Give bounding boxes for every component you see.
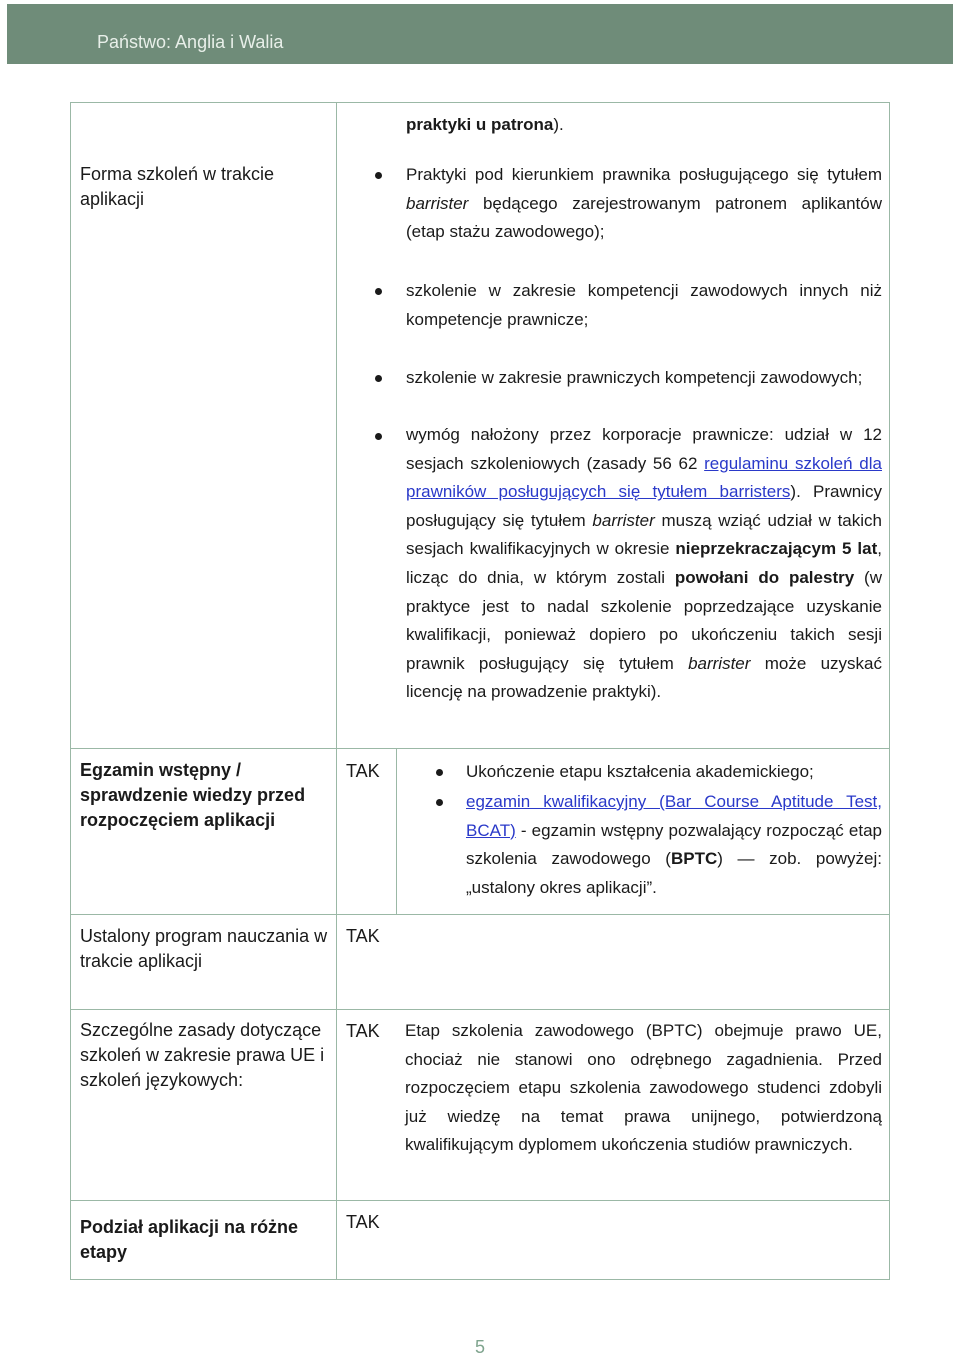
table-cell-content-row3 bbox=[336, 914, 890, 1009]
bullet-text-kompetencje-prawnicze: szkolenie w zakresie prawniczych kompetencji zawodowych; bbox=[406, 368, 863, 387]
bullet-icon bbox=[436, 799, 443, 806]
page-number: 5 bbox=[474, 1337, 485, 1357]
bullet-text-wymog: wymóg nałożony przez korporacje prawnicze: udział w 12 sesjach szkoleniowych (zasady 56 62 regulaminu szkoleń dla prawników posługujących się tytułem barristers). Prawnicy posługujący się tytułem barrister muszą wziąć udział w takich sesjach kwalifikacyjnych w okresie nieprzekraczającym 5 lat, licząc do dnia, w którym zostali powołani do palestry (w praktyce jest to nadal szkolenie poprzedzające uzyskanie kwalifikacji, ponieważ dopiero po ukończeniu takich sesji prawnik posługujący się tytułem barrister może uzyskać licencję na prowadzenie praktyki). bbox=[406, 425, 882, 702]
tak-value: TAK bbox=[346, 926, 380, 946]
bcat-link[interactable]: egzamin kwalifikacyjny (Bar Course Aptitude Test, BCAT) bbox=[466, 792, 882, 840]
tak-value: TAK bbox=[346, 761, 380, 781]
row-label-program: Ustalony program nauczania w trakcie aplikacji bbox=[80, 926, 328, 971]
regulamin-link[interactable]: regulaminu szkoleń dla prawników posługujących się tytułem barristers bbox=[406, 453, 882, 502]
table-cell-content-row5 bbox=[336, 1200, 890, 1280]
continuation-text bbox=[406, 111, 886, 140]
continuation-tail: ). bbox=[553, 115, 564, 134]
bullet-text-egzamin: egzamin kwalifikacyjny (Bar Course Aptitude Test, BCAT) - egzamin wstępny pozwalający rozpocząć etap szkolenia zawodowego (BPTC) ― zob. powyżej: „ustalony okres aplikacji”. bbox=[466, 792, 883, 897]
tak-value: TAK bbox=[346, 1021, 380, 1041]
bullet-icon bbox=[375, 288, 382, 295]
bullet-text-praktyki: Praktyki pod kierunkiem prawnika posługującego się tytułem barrister będącego zarejestrowanym patronem aplikantów (etap stażu zawodowego); bbox=[406, 165, 882, 242]
row-label-podzial: Podział aplikacji na różne etapy bbox=[80, 1217, 299, 1262]
country-title: Państwo: Anglia i Walia bbox=[97, 32, 284, 52]
row-label-prawo-ue: Szczególne zasady dotyczące szkoleń w zakresie prawa UE i szkoleń językowych: bbox=[80, 1020, 325, 1090]
row-label-forma-szkolen: Forma szkoleń w trakcie aplikacji bbox=[80, 164, 275, 209]
bullet-icon bbox=[436, 769, 443, 776]
bullet-text-kompetencje-inne: szkolenie w zakresie kompetencji zawodowych innych niż kompetencje prawnicze; bbox=[406, 281, 882, 329]
continuation-bold: praktyki u patrona bbox=[406, 115, 554, 134]
bullet-icon bbox=[375, 172, 382, 179]
tak-value: TAK bbox=[346, 1212, 380, 1232]
header-banner bbox=[7, 4, 953, 64]
row-label-egzamin: Egzamin wstępny / sprawdzenie wiedzy przed rozpoczęciem aplikacji bbox=[80, 760, 306, 830]
prawo-ue-text: Etap szkolenia zawodowego (BPTC) obejmuje prawo UE, chociaż nie stanowi ono odrębnego zagadnienia. Przed rozpoczęciem etapu szkolenia zawodowego studenci zdobyli już wiedzę na temat prawa unijnego, potwierdzoną kwalifikującym dyplomem ukończenia studiów prawniczych. bbox=[405, 1021, 882, 1155]
bullet-text-ukonczenie: Ukończenie etapu kształcenia akademickiego; bbox=[466, 762, 814, 781]
bullet-icon bbox=[375, 433, 382, 440]
bullet-icon bbox=[375, 375, 382, 382]
